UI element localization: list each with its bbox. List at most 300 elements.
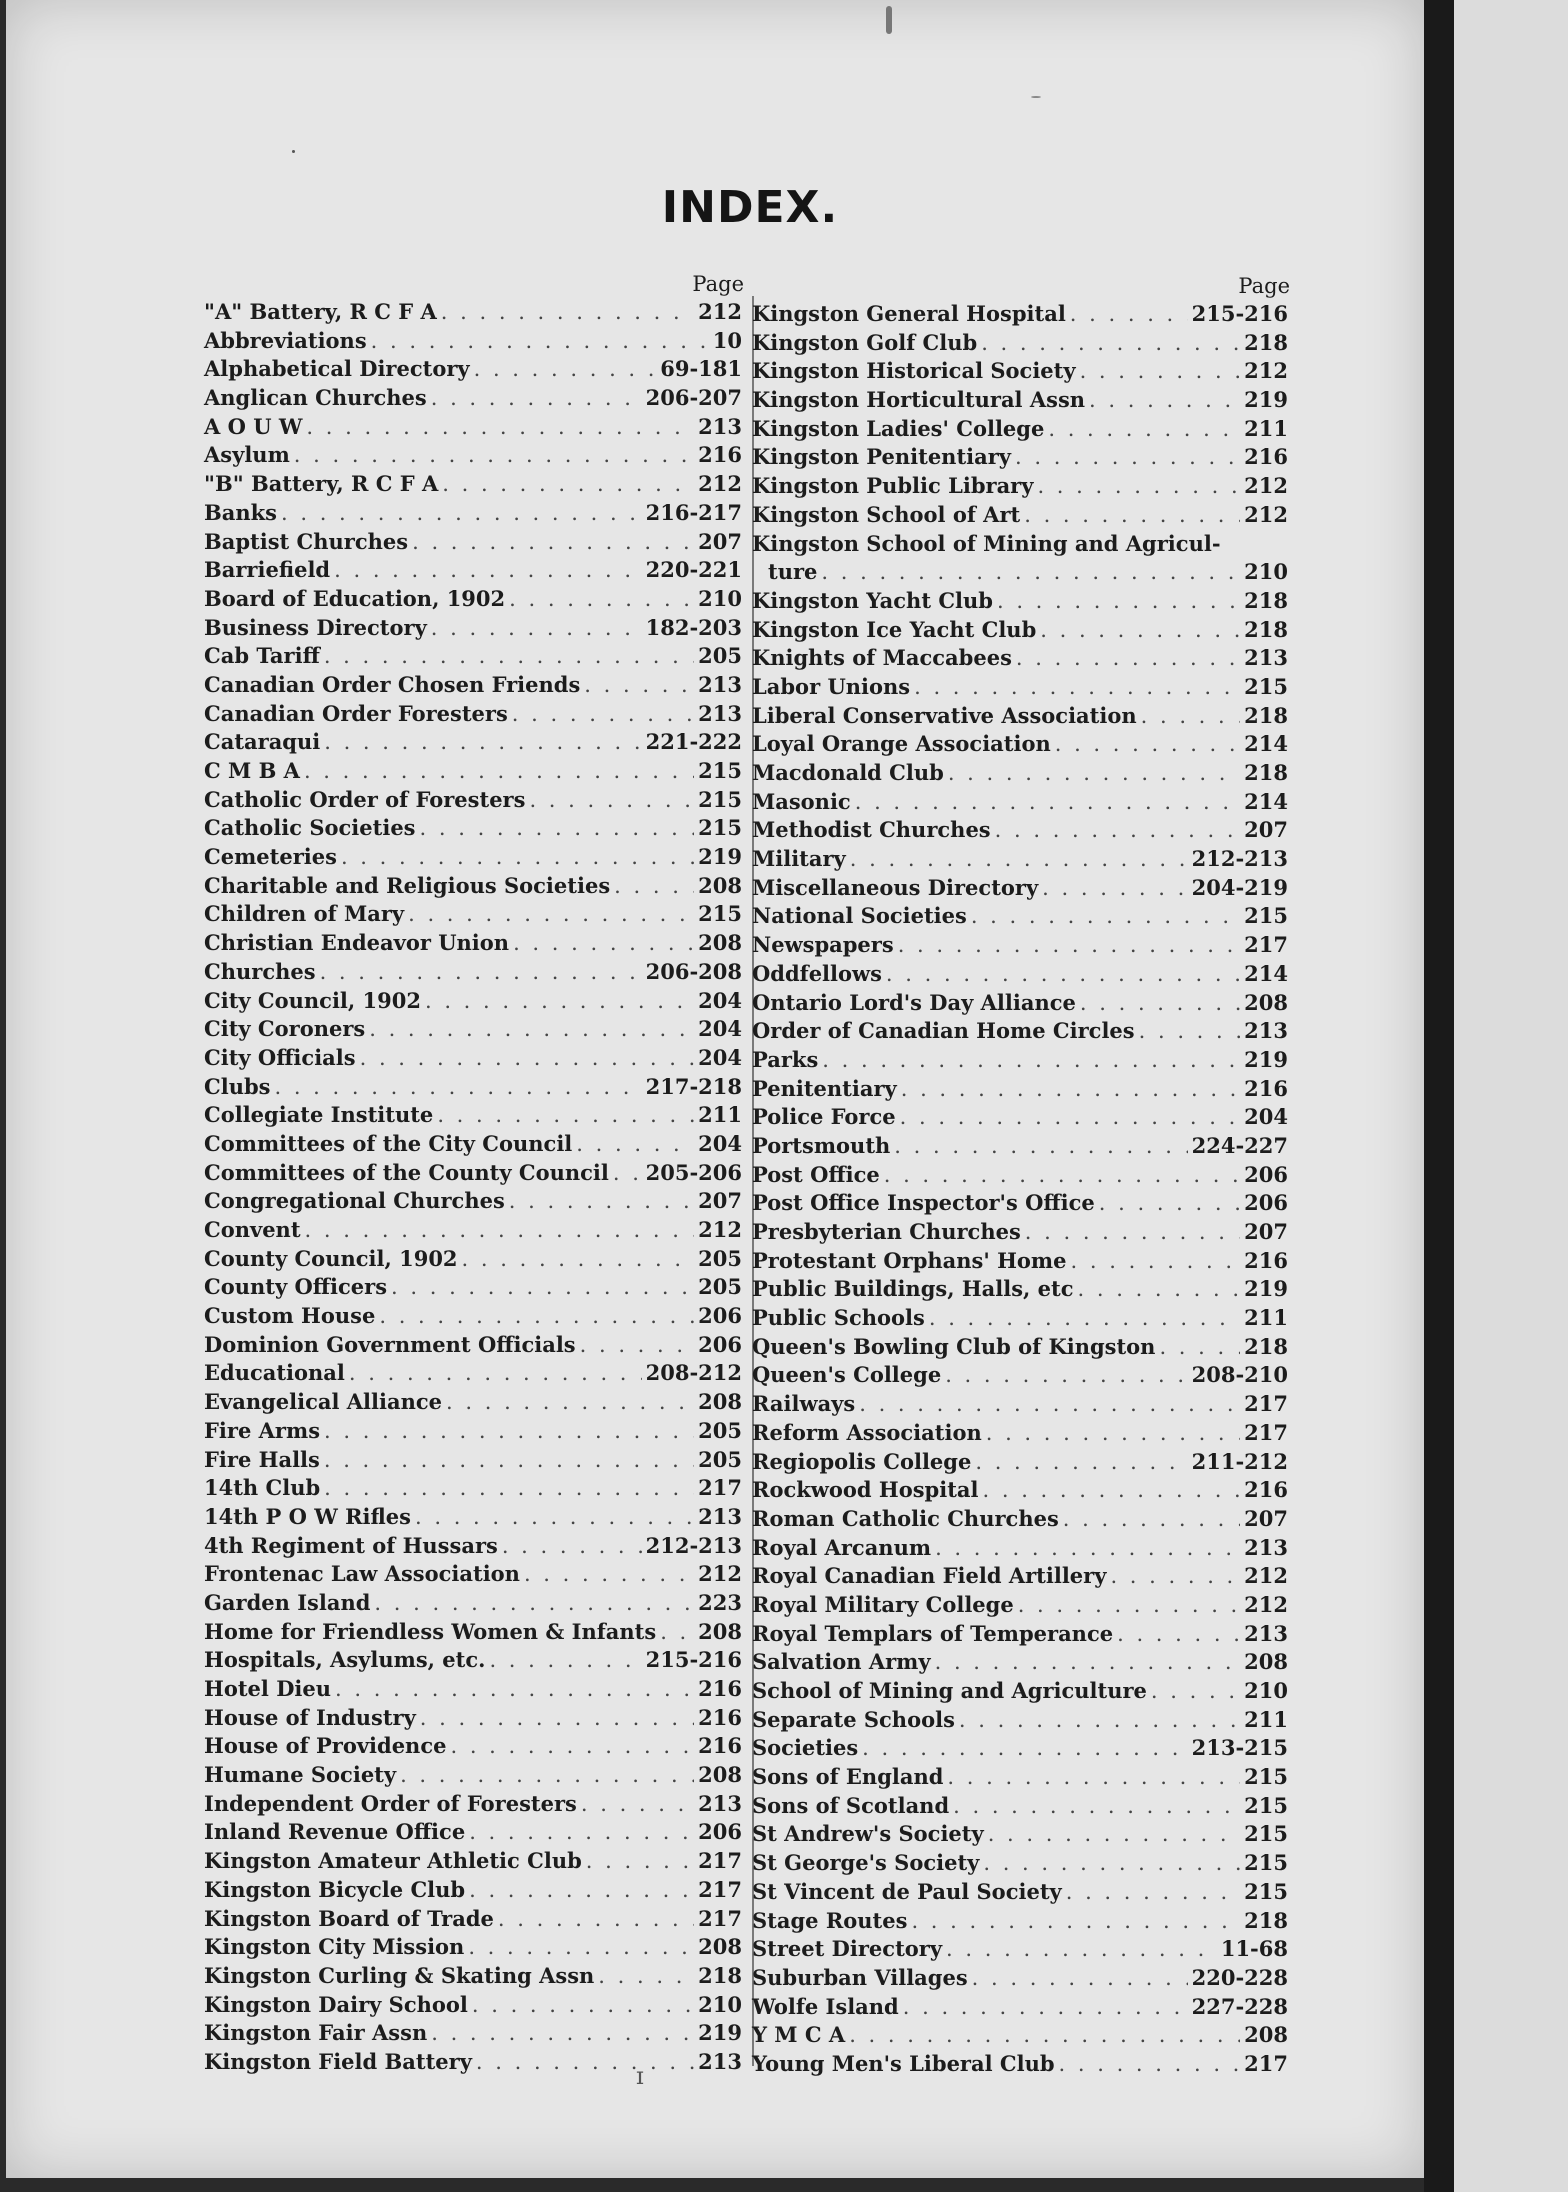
- index-entry-page: 218: [1244, 587, 1288, 613]
- dot-leader: [613, 1159, 642, 1188]
- index-entry-page: 219: [698, 844, 742, 870]
- index-entry: [200, 1130, 748, 1159]
- index-entry-name: Kingston Yacht Club: [752, 587, 993, 613]
- index-entry-name: Kingston Historical Society: [752, 358, 1076, 384]
- dot-leader: [1078, 1275, 1241, 1304]
- dot-leader: [450, 1732, 694, 1761]
- dot-leader: [472, 1991, 694, 2020]
- index-entry: [200, 757, 748, 786]
- index-entry-name: Protestant Orphans' Home: [752, 1247, 1067, 1273]
- index-entry-name: Kingston Penitentiary: [752, 444, 1012, 470]
- index-entry-page: 217: [698, 1876, 742, 1902]
- index-entry-page: 208: [698, 872, 742, 898]
- index-entry-page: 204: [698, 1130, 742, 1156]
- index-entry-page: 216: [698, 1704, 742, 1730]
- dot-leader: [469, 1818, 694, 1847]
- index-entry-name: Kingston Ice Yacht Club: [752, 616, 1037, 642]
- index-entry-page: 213: [1244, 1534, 1288, 1560]
- index-entry-page: 216-217: [645, 499, 742, 525]
- index-entry-page: 215: [1244, 1850, 1288, 1876]
- dot-leader: [975, 1448, 1187, 1477]
- index-entry-page: 211-212: [1191, 1448, 1288, 1474]
- index-entry: [748, 1161, 1294, 1190]
- index-entry-name: Queen's Bowling Club of Kingston: [752, 1333, 1156, 1359]
- index-entry-name: Frontenac Law Association: [204, 1561, 520, 1587]
- index-entry-name: City Coroners: [204, 1016, 366, 1042]
- index-entry-page: 219: [1244, 1046, 1288, 1072]
- index-entry-page: 208: [698, 1389, 742, 1415]
- index-entry-page: 208: [698, 1762, 742, 1788]
- index-entry-page: 205-206: [645, 1159, 742, 1185]
- index-entry-page: 218: [1244, 760, 1288, 785]
- page-folio-mark: ɪ: [636, 2062, 644, 2090]
- dot-leader: [274, 1073, 641, 1102]
- index-entry-page: 212: [1244, 501, 1288, 527]
- index-entry-name: Christian Endeavor Union: [204, 930, 510, 956]
- index-entry: [200, 1962, 748, 1991]
- index-entry-name: Masonic: [752, 788, 851, 814]
- index-entry-page: 220-228: [1191, 1964, 1288, 1990]
- index-entry-name: Loyal Orange Association: [752, 731, 1051, 757]
- dot-leader: [324, 728, 641, 757]
- dot-leader: [660, 1618, 694, 1647]
- index-entry-page: 204: [698, 987, 742, 1013]
- dot-leader: [1159, 1333, 1240, 1362]
- index-entry-page: 215: [1244, 1792, 1288, 1818]
- index-entry-page: 213: [698, 700, 742, 726]
- index-entry-name: Hotel Dieu: [204, 1676, 332, 1701]
- index-entry-name: Churches: [204, 958, 316, 984]
- index-entry-page: 215-216: [645, 1647, 742, 1673]
- index-entry-page: 207: [1244, 1219, 1288, 1244]
- index-entry-name: Sons of Scotland: [752, 1792, 950, 1818]
- index-entry-name: Independent Order of Foresters: [204, 1790, 577, 1816]
- dot-leader: [431, 384, 642, 413]
- dot-leader: [1139, 1017, 1241, 1046]
- index-entry: [200, 614, 748, 643]
- dot-leader: [911, 1907, 1240, 1936]
- index-entry-name: Evangelical Alliance: [204, 1389, 443, 1415]
- index-entry: [748, 443, 1294, 472]
- index-entry-name: Young Men's Liberal Club: [752, 2050, 1055, 2076]
- index-entry: [748, 1505, 1294, 1534]
- dot-leader: [986, 1419, 1240, 1448]
- index-entry-name: Societies: [752, 1735, 859, 1761]
- index-entry: [748, 1046, 1294, 1075]
- page-title: INDEX.: [661, 182, 839, 233]
- dot-leader: [900, 1103, 1241, 1132]
- index-entry: [748, 1132, 1294, 1161]
- page-column-header: Page: [1238, 274, 1290, 298]
- index-entry: [748, 1103, 1294, 1132]
- index-entry-name: Y M C A: [752, 2022, 846, 2048]
- index-entry-name: Inland Revenue Office: [204, 1819, 466, 1845]
- index-entry-name: Stage Routes: [752, 1907, 908, 1933]
- index-entry: [200, 1618, 748, 1647]
- dot-leader: [1055, 730, 1240, 759]
- index-entry: [748, 1189, 1294, 1218]
- index-entry-page: 206-208: [645, 958, 742, 984]
- index-entry: [200, 958, 748, 987]
- index-entry-name: City Council, 1902: [204, 987, 421, 1013]
- index-entry: [748, 1820, 1294, 1849]
- index-entry: [748, 759, 1294, 788]
- index-entry-name: Salvation Army: [752, 1649, 931, 1675]
- index-entry-page: 207: [698, 528, 742, 554]
- index-entry-name: St Andrew's Society: [752, 1821, 984, 1847]
- index-entry-page: 217-218: [645, 1073, 742, 1099]
- index-entry: [748, 1763, 1294, 1792]
- index-entry-page: 212-213: [645, 1532, 742, 1558]
- index-entry-page: 215: [698, 786, 742, 812]
- index-entry-name: Royal Canadian Field Artillery: [752, 1563, 1107, 1589]
- dot-leader: [324, 1417, 694, 1446]
- dot-leader: [1110, 1562, 1240, 1591]
- dot-leader: [431, 2019, 694, 2048]
- index-entry: [748, 1792, 1294, 1821]
- index-entry-name: Barriefield: [204, 557, 331, 583]
- index-entry: [748, 989, 1294, 1018]
- index-entry-page: 207: [1244, 817, 1288, 843]
- index-entry: [748, 472, 1294, 501]
- index-entry: [200, 1417, 748, 1446]
- index-entry: [200, 1589, 748, 1618]
- index-entry-page: 219: [1244, 1276, 1288, 1302]
- index-entry-page: 216: [1244, 444, 1288, 470]
- index-entry-page: 212: [1244, 1563, 1288, 1589]
- index-entry-page: 217: [1244, 1391, 1288, 1417]
- index-entry: [748, 1620, 1294, 1649]
- index-entry: [748, 1017, 1294, 1046]
- dot-leader: [509, 585, 694, 614]
- index-entry-name: Kingston Amateur Athletic Club: [204, 1848, 582, 1874]
- index-entry-name: Committees of the County Council: [204, 1159, 609, 1185]
- index-entry-page: 213: [1244, 1018, 1288, 1044]
- index-entry-page: 204-219: [1191, 874, 1288, 900]
- index-entry-page: 207: [1244, 1505, 1288, 1531]
- index-entry: [200, 1101, 748, 1130]
- index-entry-name: "A" Battery, R C F A: [204, 299, 437, 324]
- index-entry-name: School of Mining and Agriculture: [752, 1678, 1147, 1703]
- dot-leader: [1016, 644, 1240, 673]
- index-entry: [748, 1677, 1294, 1706]
- index-entry-page: 215: [698, 901, 742, 927]
- dot-leader: [334, 556, 641, 585]
- index-entry: [200, 1245, 748, 1274]
- index-entry: [200, 355, 748, 384]
- dot-leader: [1037, 472, 1240, 501]
- index-entry-name: Regiopolis College: [752, 1448, 972, 1474]
- index-entry-page: 215: [1244, 903, 1288, 929]
- dot-leader: [360, 1044, 695, 1073]
- dot-leader: [415, 1503, 694, 1532]
- index-entry-name: Kingston City Mission: [204, 1934, 465, 1960]
- dot-leader: [446, 1388, 694, 1417]
- index-entry: [200, 843, 748, 872]
- dot-leader: [935, 1648, 1241, 1677]
- index-entry: [748, 1964, 1294, 1993]
- index-entry-page: 206: [698, 1303, 742, 1329]
- index-entry: [200, 671, 748, 700]
- index-entry: [748, 616, 1294, 645]
- index-entry-page: 214: [1244, 960, 1288, 986]
- index-entry: [748, 1706, 1294, 1735]
- dot-leader: [947, 1763, 1240, 1792]
- dot-leader: [1066, 1878, 1240, 1907]
- index-entry-page: 216: [698, 442, 742, 468]
- dot-leader: [584, 671, 694, 700]
- index-entry-page: 221-222: [645, 729, 742, 755]
- dot-leader: [379, 1302, 694, 1331]
- index-entry-name: Fire Halls: [204, 1446, 320, 1472]
- dot-leader: [1117, 1620, 1240, 1649]
- dot-leader: [509, 1187, 694, 1216]
- index-entry-name: Military: [752, 846, 846, 872]
- index-entry-name: City Officials: [204, 1044, 356, 1070]
- index-entry-name: Catholic Societies: [204, 815, 416, 841]
- index-entry: [200, 470, 748, 499]
- dot-leader: [341, 843, 694, 872]
- index-entry-name: C M B A: [204, 758, 300, 783]
- index-entry-name: Oddfellows: [752, 960, 882, 986]
- dot-leader: [1099, 1189, 1240, 1218]
- dot-leader: [1024, 501, 1240, 530]
- dot-leader: [972, 1964, 1188, 1993]
- index-entry: [748, 874, 1294, 903]
- dot-leader: [1141, 702, 1241, 731]
- index-entry-name: Knights of Maccabees: [752, 645, 1012, 671]
- dot-leader: [929, 1304, 1240, 1333]
- index-entry-page: 216: [698, 1733, 742, 1759]
- index-entry-name: Cab Tariff: [204, 643, 320, 669]
- index-entry-page: 215: [1244, 673, 1288, 699]
- index-entry-page: 215: [1244, 1878, 1288, 1904]
- index-entry: [748, 587, 1294, 616]
- index-entry: [200, 298, 748, 327]
- index-entry: [200, 384, 748, 413]
- index-entry-name: Royal Arcanum: [752, 1534, 932, 1560]
- dot-leader: [886, 960, 1240, 989]
- index-entry-page: 216: [1244, 1075, 1288, 1101]
- index-entry: [748, 1361, 1294, 1390]
- dot-leader: [850, 845, 1188, 874]
- index-entry-name: Custom House: [204, 1303, 376, 1329]
- dot-leader: [586, 1847, 694, 1876]
- index-entry-name: Suburban Villages: [752, 1964, 968, 1990]
- index-entry: [200, 642, 748, 671]
- index-entry: [200, 2048, 748, 2077]
- index-entry: [200, 1560, 748, 1589]
- index-entry-page: 210: [1244, 1678, 1288, 1703]
- index-entry: [748, 1907, 1294, 1936]
- dot-leader: [513, 929, 694, 958]
- dot-leader: [981, 329, 1240, 358]
- index-entry: [748, 530, 1294, 559]
- index-entry-page: 205: [698, 1417, 742, 1443]
- index-entry: [200, 1273, 748, 1302]
- dot-leader: [959, 1706, 1240, 1735]
- index-entry-page: 213: [698, 1790, 742, 1816]
- index-entry-page: 212: [698, 1217, 742, 1242]
- index-entry-page: 210: [1244, 559, 1288, 585]
- dot-leader: [408, 900, 694, 929]
- index-entry-name: Labor Unions: [752, 673, 911, 699]
- index-entry-name: County Officers: [204, 1274, 388, 1300]
- dot-leader: [369, 1015, 694, 1044]
- index-entry-name: Congregational Churches: [204, 1188, 505, 1214]
- index-entry-page: 215: [1244, 1821, 1288, 1847]
- dot-leader: [324, 1446, 694, 1475]
- index-entry-page: 208: [698, 930, 742, 956]
- index-entry-page: 210: [698, 1991, 742, 2017]
- index-entry-name: House of Industry: [204, 1704, 416, 1730]
- dot-leader: [821, 558, 1240, 587]
- index-entry-page: 212: [698, 471, 742, 497]
- index-entry-page: 208-212: [645, 1360, 742, 1386]
- index-entry-name: Cemeteries: [204, 844, 337, 870]
- dot-leader: [306, 413, 694, 442]
- index-entry-name: Miscellaneous Directory: [752, 874, 1039, 900]
- index-entry-name: Sons of England: [752, 1764, 944, 1790]
- index-entry-page: 218: [1244, 1907, 1288, 1933]
- index-entry-page: 212: [698, 1561, 742, 1587]
- dot-leader: [524, 1560, 694, 1589]
- index-entry: [748, 788, 1294, 817]
- index-entry-name: Railways: [752, 1391, 856, 1417]
- index-entry-list: [748, 300, 1294, 2079]
- index-entry-page: 219: [698, 2020, 742, 2046]
- index-entry-name: Portsmouth: [752, 1132, 891, 1158]
- index-entry-name: Roman Catholic Churches: [752, 1505, 1059, 1531]
- dot-leader: [598, 1962, 694, 1991]
- index-entry-page: 213: [698, 1503, 742, 1529]
- index-entry-name: Kingston Horticultural Assn: [752, 387, 1086, 413]
- index-entry-name: Reform Association: [752, 1419, 982, 1445]
- index-entry-page: 211: [1244, 1305, 1288, 1331]
- dot-leader: [1063, 1505, 1240, 1534]
- index-entry-page: 216: [1244, 1247, 1288, 1273]
- dot-leader: [614, 872, 694, 901]
- index-entry: [200, 585, 748, 614]
- index-entry-page: 227-228: [1191, 1993, 1288, 2019]
- index-entry-name: Canadian Order Chosen Friends: [204, 671, 581, 697]
- index-entry-page: 206: [1244, 1161, 1288, 1187]
- index-entry-name: A O U W: [204, 413, 303, 439]
- dot-leader: [502, 1532, 642, 1561]
- dot-leader: [997, 587, 1240, 616]
- dot-leader: [304, 757, 694, 786]
- index-entry-name: Newspapers: [752, 932, 894, 958]
- index-entry: [200, 1847, 748, 1876]
- index-entry-page: 215: [698, 815, 742, 841]
- dot-leader: [1071, 1247, 1241, 1276]
- index-entry: [748, 960, 1294, 989]
- index-entry-name: Alphabetical Directory: [204, 356, 470, 382]
- index-entry-page: 223: [698, 1589, 742, 1615]
- dot-leader: [462, 1245, 695, 1274]
- index-entry: [748, 386, 1294, 415]
- index-entry: [200, 1790, 748, 1819]
- dot-leader: [914, 673, 1240, 702]
- index-entry: [748, 1419, 1294, 1448]
- dot-leader: [946, 1935, 1217, 1964]
- dot-leader: [489, 1646, 641, 1675]
- index-entry-name: Convent: [204, 1217, 301, 1242]
- dot-leader: [576, 1130, 694, 1159]
- index-entry-page: 182-203: [645, 614, 742, 640]
- index-entry-page: 218: [1244, 616, 1288, 642]
- index-entry-page: 215-216: [1191, 301, 1288, 326]
- dot-leader: [859, 1390, 1240, 1419]
- dot-leader: [855, 788, 1240, 817]
- index-entry: [748, 1878, 1294, 1907]
- index-entry-name: St George's Society: [752, 1850, 980, 1876]
- dot-leader: [324, 1474, 694, 1503]
- index-entry-page: 210: [698, 585, 742, 611]
- index-entry-name: Parks: [752, 1046, 819, 1072]
- dot-leader: [391, 1273, 694, 1302]
- dot-leader: [305, 1216, 695, 1245]
- index-entry-name: Canadian Order Foresters: [204, 700, 508, 726]
- dot-leader: [281, 499, 642, 528]
- index-entry-page: 207: [698, 1188, 742, 1214]
- index-entry: [748, 558, 1294, 587]
- index-entry: [748, 845, 1294, 874]
- index-entry: [200, 1446, 748, 1475]
- dot-leader: [1042, 874, 1187, 903]
- index-entry-name: Queen's College: [752, 1362, 942, 1388]
- dot-leader: [442, 470, 694, 499]
- dot-leader: [945, 1361, 1187, 1390]
- index-entry: [748, 1849, 1294, 1878]
- index-entry-page: 217: [698, 1475, 742, 1501]
- dot-leader: [894, 1132, 1187, 1161]
- index-entry: [748, 1390, 1294, 1419]
- index-entry-name: Kingston School of Mining and Agricul-: [752, 530, 1221, 556]
- index-entry-name: Royal Templars of Temperance: [752, 1620, 1114, 1646]
- dot-leader: [294, 441, 694, 470]
- index-entry-name: Macdonald Club: [752, 760, 944, 785]
- index-entry-page: 211: [698, 1102, 742, 1128]
- index-entry: [200, 1646, 748, 1675]
- index-entry-page: 219: [1244, 387, 1288, 413]
- dot-leader: [374, 1589, 694, 1618]
- index-entry-name: Ontario Lord's Day Alliance: [752, 989, 1076, 1015]
- index-entry-page: 217: [1244, 2050, 1288, 2076]
- index-entry-name: Kingston Public Library: [752, 473, 1034, 499]
- index-entry-name: Humane Society: [204, 1762, 397, 1788]
- index-entry-name: Order of Canadian Home Circles: [752, 1018, 1135, 1044]
- index-entry-page: 214: [1244, 788, 1288, 814]
- dot-leader: [324, 642, 694, 671]
- index-entry-name: 14th Club: [204, 1475, 321, 1501]
- index-entry-name: 4th Regiment of Hussars: [204, 1532, 498, 1558]
- dot-leader: [1048, 415, 1240, 444]
- index-entry-page: 208: [1244, 989, 1288, 1015]
- index-entry-name: Abbreviations: [204, 327, 367, 353]
- index-entry-name: Kingston Board of Trade: [204, 1905, 494, 1931]
- index-entry-page: 212: [1244, 1591, 1288, 1617]
- dot-leader: [953, 1792, 1240, 1821]
- index-entry: [200, 1302, 748, 1331]
- index-entry-name: Public Schools: [752, 1305, 925, 1331]
- index-entry-name: Clubs: [204, 1073, 271, 1099]
- index-entry-name: Kingston Bicycle Club: [204, 1876, 466, 1902]
- index-entry: [200, 900, 748, 929]
- index-entry-page: 216: [698, 1676, 742, 1701]
- index-entry: [200, 1474, 748, 1503]
- index-entry-name: Dominion Government Officials: [204, 1331, 576, 1357]
